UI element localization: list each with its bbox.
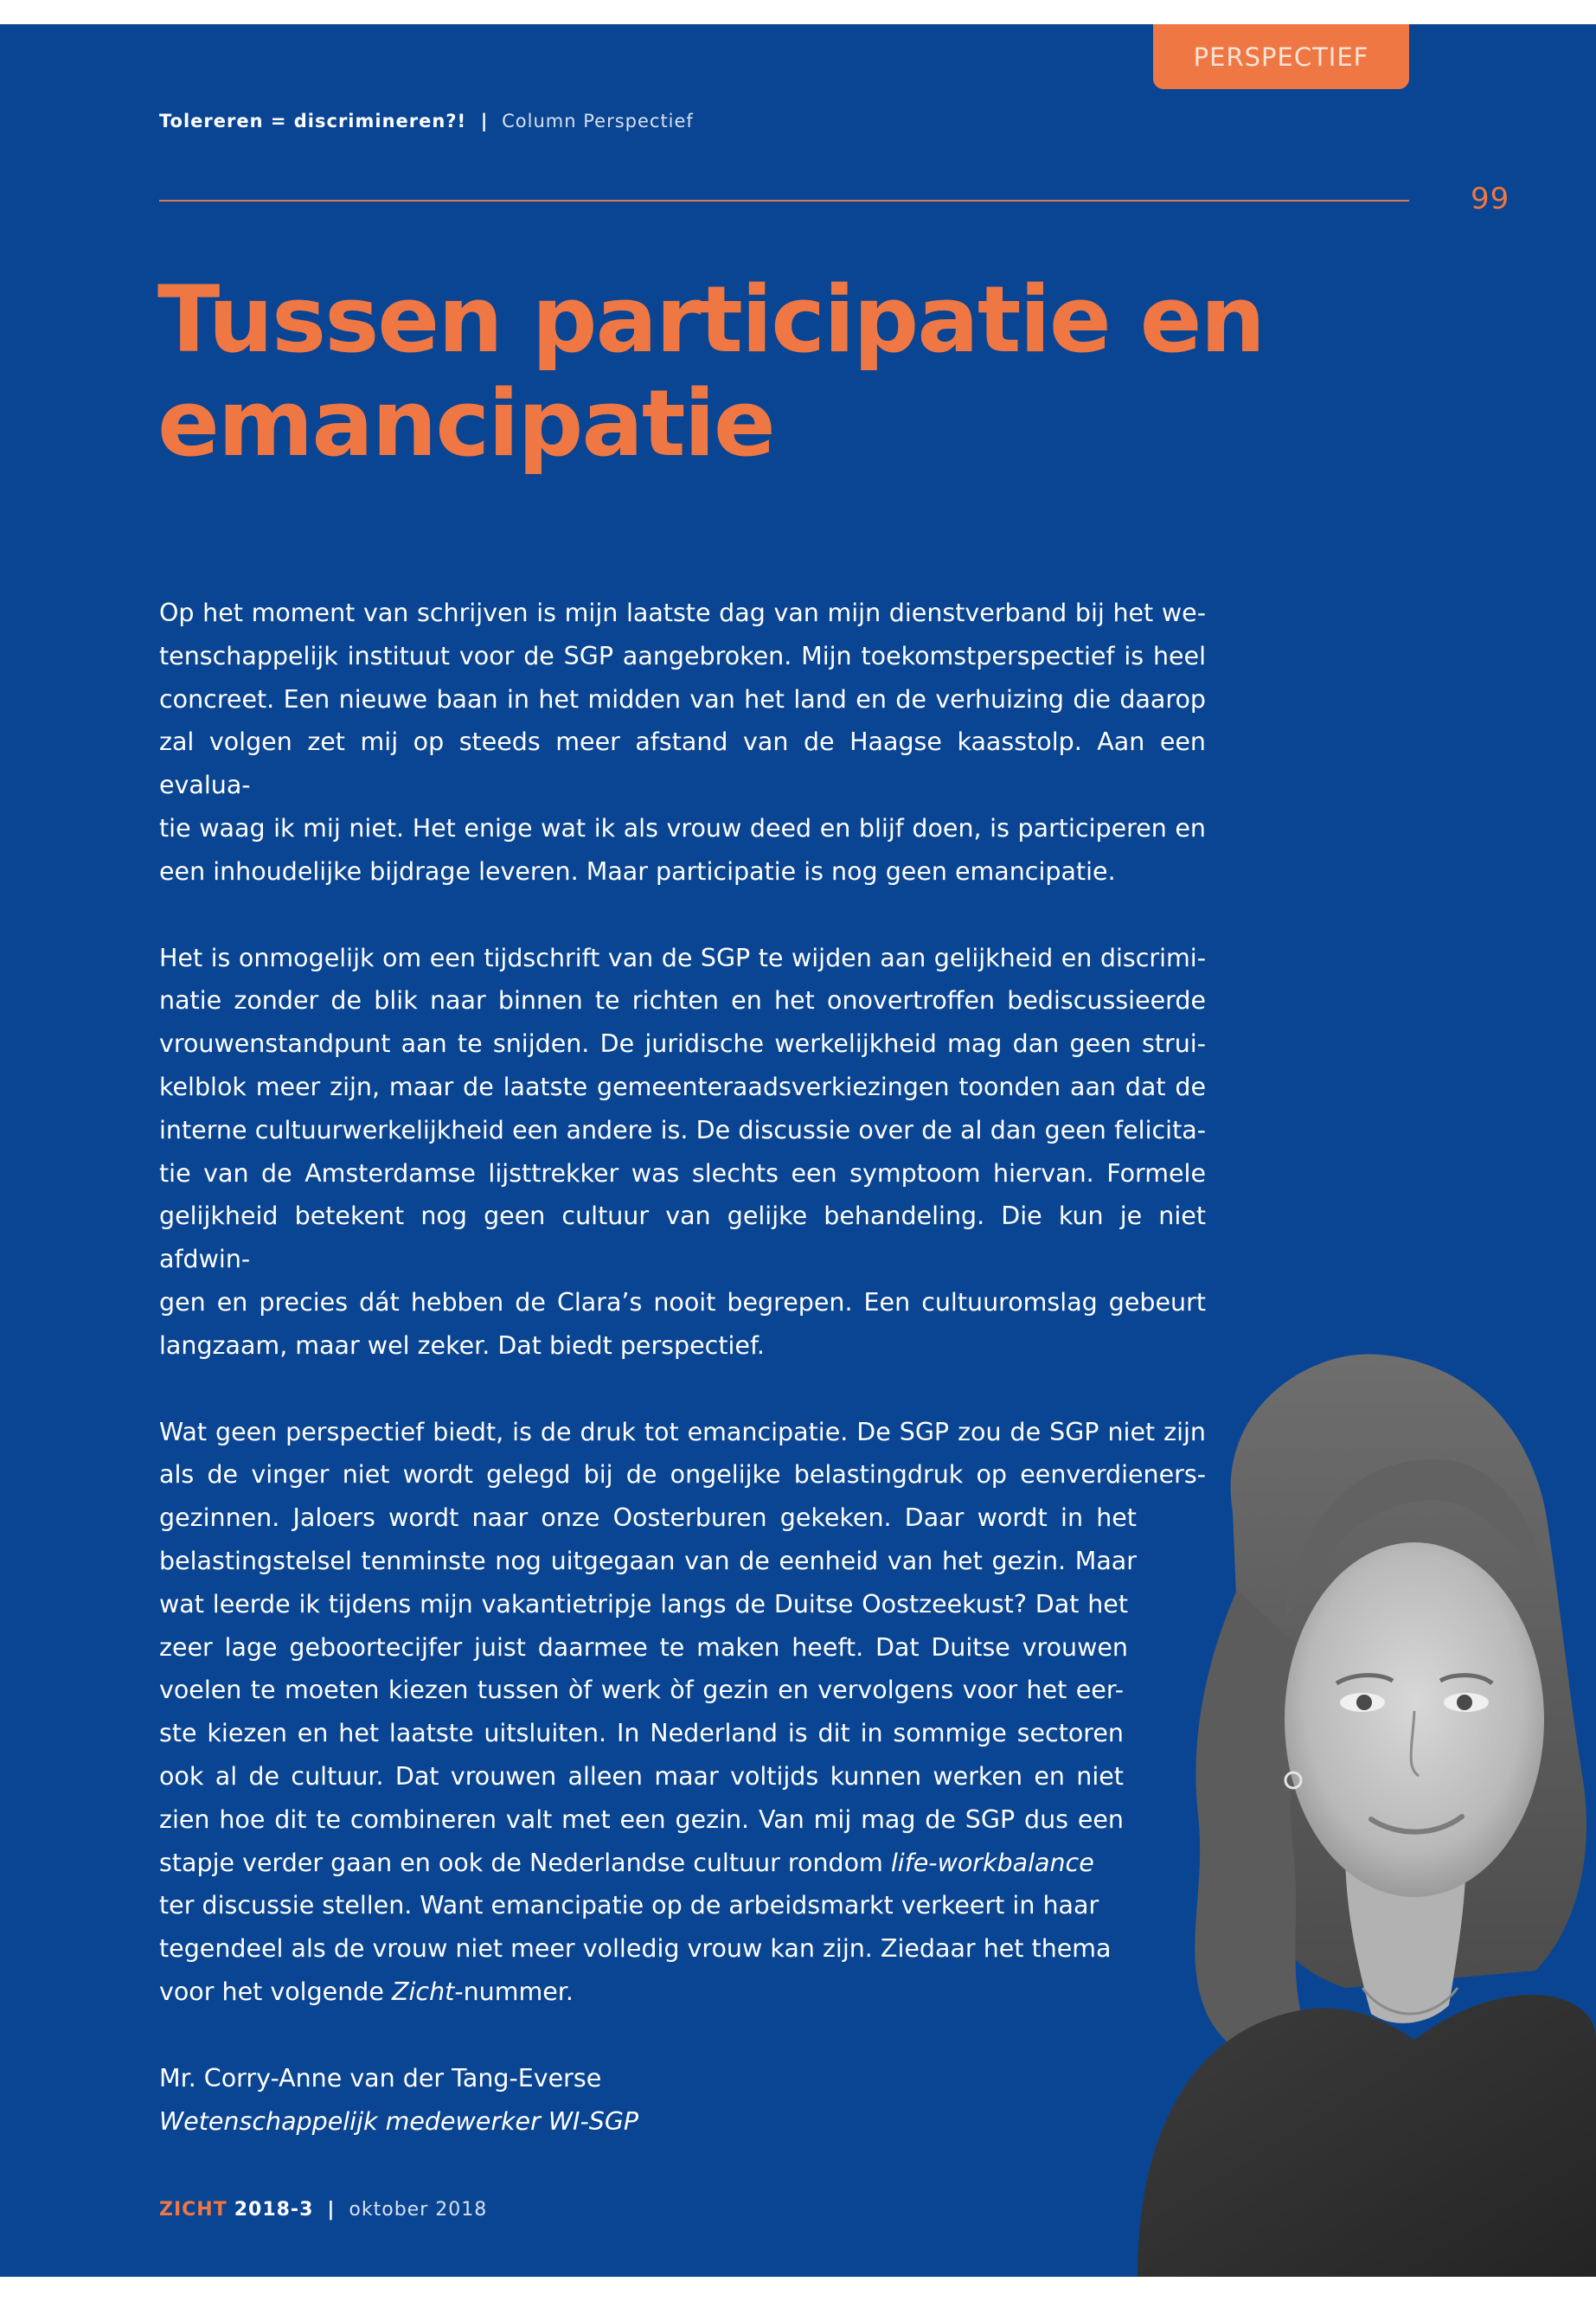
text-line: zeer lage geboortecijfer juist daarmee te maken heeft. Dat Duitse vrouwen [159, 1632, 1128, 1662]
running-head-title: Tolereren = discrimineren?! [159, 111, 467, 131]
text-line: zal volgen zet mij op steeds meer afstand van de Haagse kaasstolp. Aan een evalua- [159, 727, 1206, 800]
author-role: Wetenschappelijk medewerker WI-SGP [159, 2106, 639, 2136]
headline-line: Tussen participatie en [157, 266, 1264, 373]
text-line: gezinnen. Jaloers wordt naar onze Oosterburen gekeken. Daar wordt in het [159, 1503, 1137, 1533]
text-line: tie waag ik mij niet. Het enige wat ik als vrouw deed en blijf doen, is participeren en [159, 813, 1206, 843]
text-line: kelblok meer zijn, maar de laatste gemeenteraadsverkiezingen toonden aan dat de [159, 1072, 1206, 1101]
page-number: 99 [1471, 182, 1510, 216]
text-line: ook al de cultuur. Dat vrouwen alleen maar voltijds kunnen werken en niet [159, 1761, 1124, 1791]
text-line: langzaam, maar wel zeker. Dat biedt perspectief. [159, 1330, 765, 1360]
text-line: ter discussie stellen. Want emancipatie op de arbeidsmarkt verkeert in haar [159, 1891, 1099, 1920]
headline [157, 268, 1368, 476]
footer [159, 2199, 487, 2221]
text-line: gen en precies dát hebben de Clara’s nooit begrepen. Een cultuuromslag gebeurt [159, 1287, 1206, 1317]
paragraph [159, 592, 1206, 894]
text-line: natie zonder de blik naar binnen te richten en het onovertroffen bediscussieerde [159, 986, 1206, 1016]
text-run: stapje verder gaan en ook de Nederlandse cultuur rondom [159, 1848, 891, 1877]
text-line: interne cultuurwerkelijkheid een andere is. De discussie over de al dan geen felicita- [159, 1115, 1206, 1144]
text-line: Op het moment van schrijven is mijn laatste dag van mijn dienstverband bij het we- [159, 599, 1206, 627]
article-body [159, 592, 1206, 2143]
header-rule [159, 200, 1409, 202]
text-line: tie van de Amsterdamse lijsttrekker was slechts een symptoom hiervan. Formele [159, 1158, 1206, 1188]
text-line [159, 1971, 1206, 2014]
text-line: tenschappelijk instituut voor de SGP aangebroken. Mijn toekomstperspectief is heel [159, 641, 1206, 670]
text-line [159, 1842, 1206, 1885]
text-line: een inhoudelijke bijdrage leveren. Maar participatie is nog geen emancipatie. [159, 856, 1116, 886]
footer-issue: 2018-3 [234, 2199, 314, 2221]
page [0, 24, 1596, 2277]
paragraph [159, 1411, 1206, 2014]
footer-date: oktober 2018 [349, 2199, 488, 2221]
paragraph [159, 937, 1206, 1368]
text-line: belastingstelsel tenminste nog uitgegaan van de eenheid van het gezin. Maar [159, 1546, 1137, 1575]
running-head [159, 111, 694, 131]
text-line: voelen te moeten kiezen tussen òf werk òf gezin en vervolgens voor het eer- [159, 1676, 1124, 1705]
text-run: voor het volgende [159, 1977, 392, 2006]
text-line: wat leerde ik tijdens mijn vakantietripje langs de Duitse Oostzeekust? Dat het [159, 1589, 1128, 1618]
text-line: Wat geen perspectief biedt, is de druk tot emancipatie. De SGP zou de SGP niet zijn [159, 1417, 1206, 1446]
text-line: tegendeel als de vrouw niet meer volledig vrouw kan zijn. Ziedaar het thema [159, 1934, 1112, 1964]
text-line: Het is onmogelijk om een tijdschrift van de SGP te wijden aan gelijkheid en discrimi- [159, 943, 1206, 972]
text-line: gelijkheid betekent nog geen cultuur van gelijke behandeling. Die kun je niet afdwin- [159, 1202, 1206, 1274]
emphasis: life-workbalance [890, 1848, 1094, 1877]
author-name: Mr. Corry-Anne van der Tang-Everse [159, 2063, 602, 2093]
text-line: concreet. Een nieuwe baan in het midden van het land en de verhuizing die daarop [159, 684, 1206, 714]
running-head-separator: | [480, 111, 488, 131]
text-line: als de vinger niet wordt gelegd bij de ongelijke belastingdruk op eenverdieners- [159, 1460, 1206, 1490]
text-line: zien hoe dit te combineren valt met een gezin. Van mij mag de SGP dus een [159, 1804, 1124, 1834]
text-line: ste kiezen en het laatste uitsluiten. In Nederland is dit in sommige sectoren [159, 1719, 1124, 1748]
footer-separator: | [327, 2199, 336, 2221]
text-run: -nummer. [454, 1977, 574, 2006]
running-head-column: Column Perspectief [502, 111, 694, 131]
signature [159, 2057, 1206, 2144]
section-tab: PERSPECTIEF [1153, 24, 1409, 89]
footer-magazine: ZICHT [159, 2199, 228, 2221]
headline-line: emancipatie [157, 370, 774, 477]
emphasis: Zicht [391, 1977, 455, 2006]
text-line: vrouwenstandpunt aan te snijden. De juridische werkelijkheid mag dan geen strui- [159, 1029, 1206, 1059]
